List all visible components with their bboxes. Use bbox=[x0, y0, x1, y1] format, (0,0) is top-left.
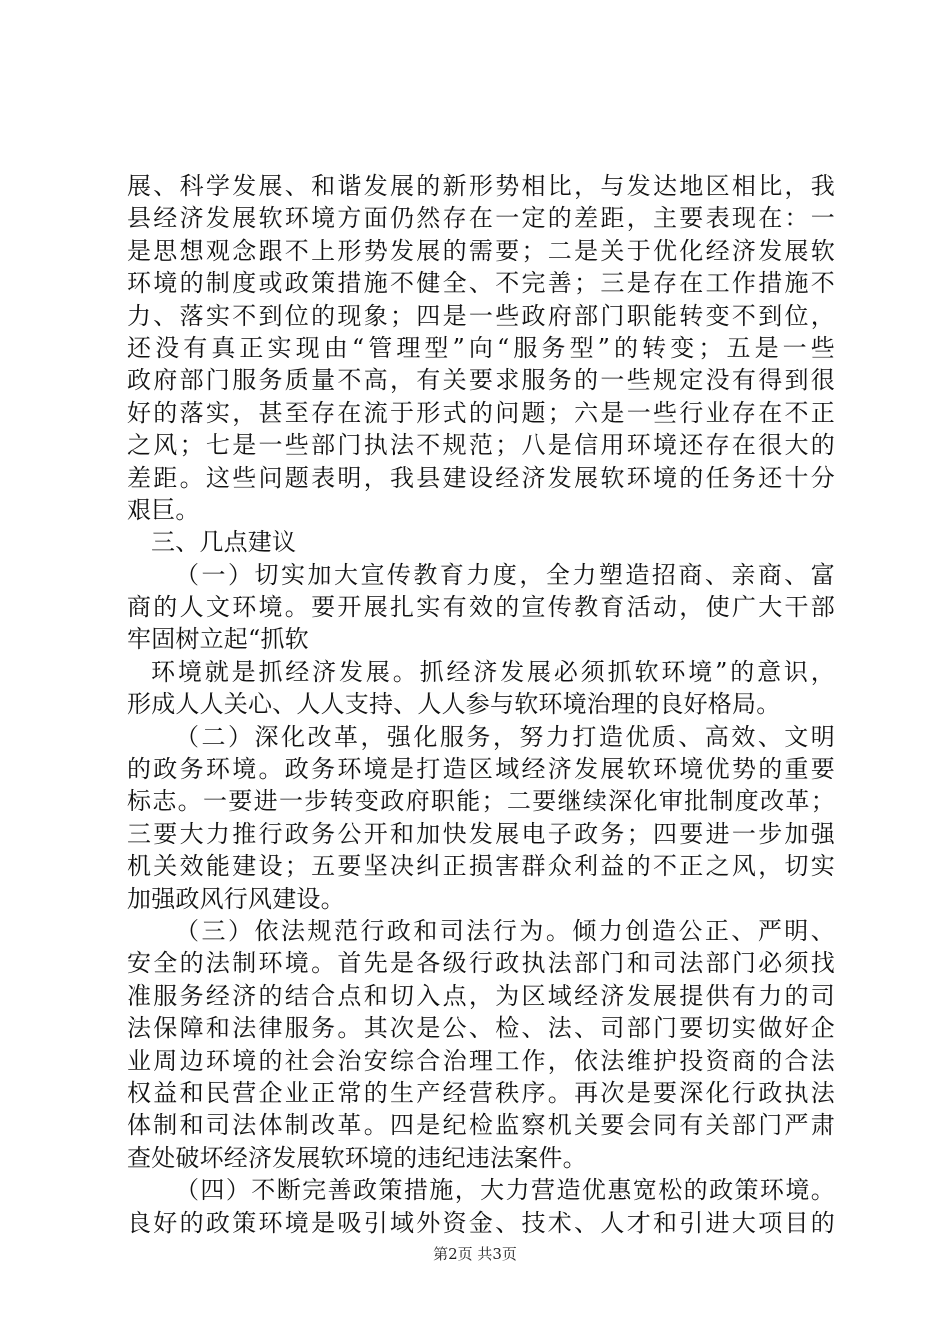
text-line: 艰巨。 bbox=[127, 495, 200, 524]
text-line: 还没有真正实现由“管理型”向“服务型”的转变；五是一些 bbox=[127, 333, 835, 362]
text-line: 牢固树立起“抓软 bbox=[127, 625, 309, 654]
text-line: （一）切实加大宣传教育力度，全力塑造招商、亲商、富 bbox=[175, 560, 835, 589]
text-line: 准服务经济的结合点和切入点，为区域经济发展提供有力的司 bbox=[127, 981, 835, 1010]
text-line: 好的落实，甚至存在流于形式的问题；六是一些行业存在不正 bbox=[127, 398, 835, 427]
text-line: 的政务环境。政务环境是打造区域经济发展软环境优势的重要 bbox=[127, 755, 835, 784]
text-line: 政府部门服务质量不高，有关要求服务的一些规定没有得到很 bbox=[127, 366, 835, 395]
text-line: 权益和民营企业正常的生产经营秩序。再次是要深化行政执法 bbox=[127, 1078, 835, 1107]
text-line: 查处破坏经济发展软环境的违纪违法案件。 bbox=[127, 1143, 587, 1172]
text-line: 县经济发展软环境方面仍然存在一定的差距，主要表现在：一 bbox=[127, 204, 835, 233]
section-heading: 三、几点建议 bbox=[151, 528, 297, 557]
text-line: 三要大力推行政务公开和加快发展电子政务；四要进一步加强 bbox=[127, 819, 835, 848]
text-line: 法保障和法律服务。其次是公、检、法、司部门要切实做好企 bbox=[127, 1014, 835, 1043]
text-line: 是思想观念跟不上形势发展的需要；二是关于优化经济发展软 bbox=[127, 236, 835, 265]
text-line: （二）深化改革，强化服务，努力打造优质、高效、文明 bbox=[175, 722, 835, 751]
text-line: 之风；七是一些部门执法不规范；八是信用环境还存在很大的 bbox=[127, 431, 835, 460]
text-line: 差距。这些问题表明，我县建设经济发展软环境的任务还十分 bbox=[127, 463, 835, 492]
text-line: 安全的法制环境。首先是各级行政执法部门和司法部门必须找 bbox=[127, 949, 835, 978]
text-line: 环境的制度或政策措施不健全、不完善；三是存在工作措施不 bbox=[127, 269, 835, 298]
text-line: （三）依法规范行政和司法行为。倾力创造公正、严明、 bbox=[175, 916, 835, 945]
page-number-label: 第2页 共3页 bbox=[433, 1245, 517, 1263]
text-line: 力、落实不到位的现象；四是一些政府部门职能转变不到位， bbox=[127, 301, 835, 330]
document-body bbox=[127, 170, 835, 1239]
text-line: 良好的政策环境是吸引域外资金、技术、人才和引进大项目的 bbox=[127, 1208, 835, 1237]
text-line: 机关效能建设；五要坚决纠正损害群众利益的不正之风，切实 bbox=[127, 852, 835, 881]
text-line: （四）不断完善政策措施，大力营造优惠宽松的政策环境。 bbox=[175, 1176, 835, 1205]
text-line: 业周边环境的社会治安综合治理工作，依法维护投资商的合法 bbox=[127, 1046, 835, 1075]
text-line: 形成人人关心、人人支持、人人参与软环境治理的良好格局。 bbox=[127, 690, 781, 719]
text-line: 加强政风行风建设。 bbox=[127, 884, 345, 913]
text-line: 商的人文环境。要开展扎实有效的宣传教育活动，使广大干部 bbox=[127, 593, 835, 622]
text-line: 体制和司法体制改革。四是纪检监察机关要会同有关部门严肃 bbox=[127, 1111, 835, 1140]
text-line: 标志。一要进一步转变政府职能；二要继续深化审批制度改革； bbox=[127, 787, 835, 816]
text-line: 环境就是抓经济发展。抓经济发展必须抓软环境”的意识， bbox=[151, 657, 835, 686]
text-line: 展、科学发展、和谐发展的新形势相比，与发达地区相比，我 bbox=[127, 172, 835, 200]
page-footer bbox=[0, 1244, 950, 1264]
